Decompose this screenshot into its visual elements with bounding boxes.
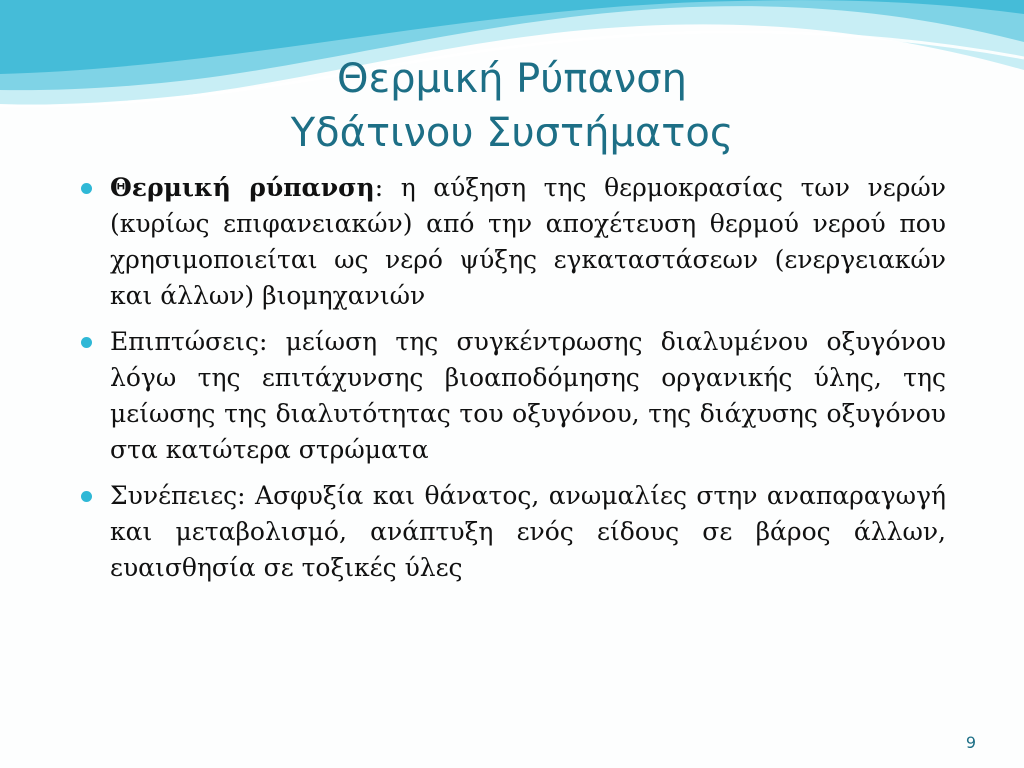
bullet-item-thermal-pollution: [80, 170, 946, 314]
bullet-text: : η αύξηση της θερμοκρασίας των νερών (κυρίως επιφανειακών) από την αποχέτευση θερμού νερού που χρησιμοποιείται ως νερό ψύξης εγκαταστάσεων (ενεργειακών και άλλων) βιομηχανιών: [110, 173, 947, 310]
bullet-marker: [81, 491, 92, 502]
bullet-lead-term: Θερμική ρύπανση: [110, 173, 375, 202]
title-line-1: Θερμική Ρύπανση: [337, 56, 687, 102]
bullet-list: [80, 170, 946, 596]
slide-title: [0, 52, 1024, 160]
bullet-text: Συνέπειες: Ασφυξία και θάνατος, ανωμαλίες στην αναπαραγωγή και μεταβολισμό, ανάπτυξη ενός είδους σε βάρος άλλων, ευαισθησία σε τοξικές ύλες: [110, 481, 946, 582]
bullet-marker: [81, 183, 92, 194]
bullet-item-effects: [80, 324, 946, 468]
title-line-2: Υδάτινου Συστήματος: [290, 110, 734, 156]
bullet-text: Επιπτώσεις: μείωση της συγκέντρωσης διαλυμένου οξυγόνου λόγω της επιτάχυνσης βιοαποδόμησης οργανικής ύλης, της μείωσης της διαλυτότητας του οξυγόνου, της διάχυσης οξυγόνου στα κατώτερα στρώματα: [110, 327, 946, 464]
bullet-marker: [81, 337, 92, 348]
bullet-item-consequences: [80, 478, 946, 586]
page-number: 9: [965, 733, 976, 752]
